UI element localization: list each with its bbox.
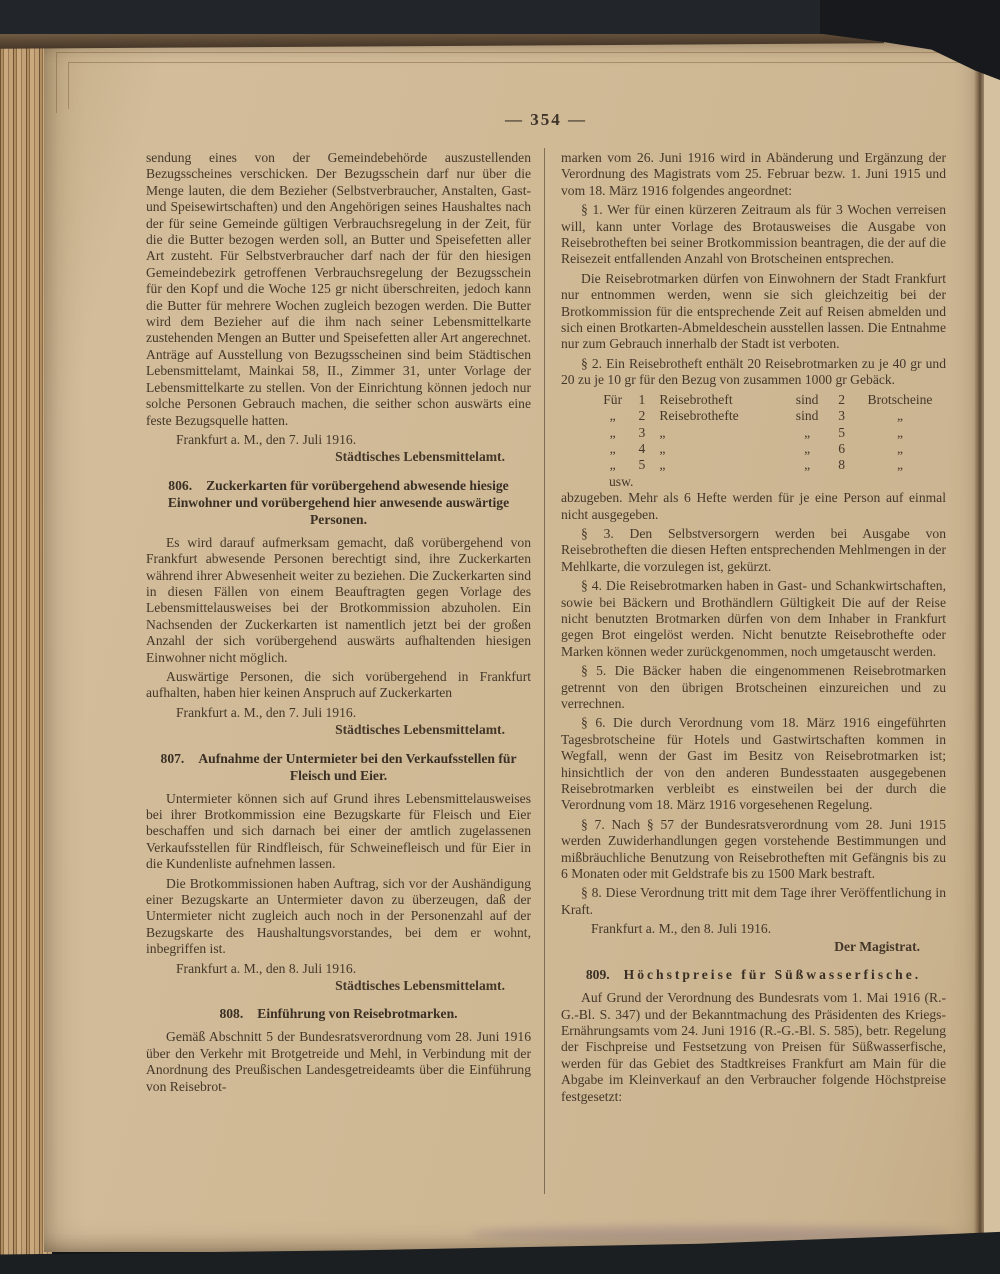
table-cell: „ bbox=[659, 440, 666, 456]
table-cell: sind bbox=[795, 408, 819, 424]
signature: Der Magistrat. bbox=[834, 938, 920, 954]
table-cell: 2 bbox=[638, 408, 646, 424]
table-cell: Reisebrotheft bbox=[659, 391, 733, 407]
section-number: 809. bbox=[585, 967, 610, 983]
signature: Städtisches Lebensmittelamt. bbox=[335, 978, 505, 994]
table-cell: 1 bbox=[638, 391, 646, 407]
table-footer: usw. bbox=[609, 473, 634, 489]
table-cell: Reisebrothefte bbox=[659, 408, 739, 424]
section-title: Einführung von Reisebrotmarken. bbox=[257, 1006, 458, 1022]
paragraph: abzugeben. Mehr als 6 Hefte werden für je eine Person auf einmal nicht ausgegeben. bbox=[561, 490, 946, 522]
paragraph-section-7: § 7. Nach § 57 der Bundesratsverordnung vom 28. Juni 1915 werden Zuwiderhandlungen gegen vorstehende Bestimmungen und mißbräuchliche Benutzung von Reisebrotheften mit Gefängnis bis zu 6 Monaten oder mit Geldstrafe bis zu 1500 Mark bestraft. bbox=[561, 816, 946, 882]
paragraph-section-4: § 4. Die Reisebrotmarken haben in Gast- und Schankwirtschaften, sowie bei Bäckern und Brothändlern Gültigkeit Die auf der Reise nicht benutzten Brotmarken dürfen von dem Inhaber in Frankfurt gegen Brot eingelöst werden. Nicht benutzte Reisebrothefte oder Marken können weder zurückgenommen, noch umgetauscht werden. bbox=[561, 578, 946, 659]
table-cell: „ bbox=[896, 408, 904, 424]
paragraph: Untermieter können sich auf Grund ihres Lebensmittelausweises bei ihrer Brotkommission eine Bezugskarte für Fleisch und Eier beschaffen und sich darnach bei einer der amtlich zugelassenen Verkaufsstellen für Rindfleisch, für Schweinefleisch und für Eier in die Kundenliste aufnehmen lassen. bbox=[146, 790, 531, 872]
column-divider-rule bbox=[544, 148, 545, 1194]
table-cell: 8 bbox=[838, 457, 846, 473]
table-cell: Für bbox=[603, 391, 623, 407]
section-heading-806 bbox=[146, 477, 531, 528]
page-content bbox=[146, 110, 946, 1108]
underlying-page-edge bbox=[68, 62, 973, 109]
signature: Städtisches Lebensmittelamt. bbox=[335, 722, 505, 738]
table-cell: sind bbox=[795, 391, 819, 407]
table-cell: „ bbox=[896, 440, 904, 456]
table-cell: Brotscheine bbox=[867, 391, 933, 407]
table-row bbox=[595, 457, 946, 473]
table-cell: 5 bbox=[838, 424, 846, 440]
dateline: Frankfurt a. M., den 8. Juli 1916. bbox=[176, 960, 357, 976]
table-cell: „ bbox=[609, 457, 616, 473]
table-cell: „ bbox=[659, 424, 666, 440]
paragraph: Die Reisebrotmarken dürfen von Einwohnern der Stadt Frankfurt nur entnommen werden, wenn sie sich gleichzeitig bei der Brotkommission für die entsprechende Zeit auf Reisen abmelden und sich einen Brotkarten-Abmeldeschein ausstellen lassen. Die Entnahme nur zum Gebrauch innerhalb der Stadt ist verboten. bbox=[561, 270, 946, 352]
paragraph: Die Brotkommissionen haben Auftrag, sich vor der Aushändigung einer Bezugskarte an Untermieter davon zu überzeugen, daß der Untermieter nicht zugleich auch noch in der Personenzahl auf der Bezugskarte des Haushaltungsvorstandes, bei dem er wohnt, inbegriffen ist. bbox=[146, 875, 531, 957]
table-cell: 3 bbox=[638, 424, 646, 440]
paragraph-continuation: sendung eines von der Gemeindebehörde auszustellenden Bezugsscheines verschicken. Der Bezugsschein darf nur über die Menge lauten, die dem Bezieher (Selbstverbraucher, Anstalten, Gast- und Speisewirtschaften) und den Angehörigen seines Haushaltes nach der für seine Gemeinde gültigen Verbrauchsregelung in der Zeit, für die die Butter bezogen werden soll, an Butter und Speisefetten aller Art zusteht. Für Selbstverbraucher darf nach der für den hiesigen Gemeindebezirk getroffenen Verbrauchsregelung der Bezugsschein für den Kopf und die Woche 125 gr nicht überschreiten, jedoch kann die Butter für mehrere Wochen zugleich bezogen werden. Die Butter wird dem Bezieher auf die ihm nach seiner Lebensmittelkarte zustehenden Mengen an Butter und Speisefetten aller Art angerechnet. Anträge auf Ausstellung von Bezugsscheinen sind beim Städtischen Lebensmittelamt, Mainkai 58, II., Zimmer 31, unter Vorlage der Lebensmittelkarte zu stellen. Von der Einrichtung können jedoch nur solche Personen Gebrauch machen, die seither schon auswärts eine feste Bezugsquelle hatten. bbox=[146, 150, 531, 428]
table-row bbox=[595, 392, 946, 408]
table-cell: 3 bbox=[838, 408, 846, 424]
right-column bbox=[561, 150, 946, 1108]
section-heading-807 bbox=[146, 750, 531, 784]
table-cell: 4 bbox=[638, 440, 646, 456]
table-cell: „ bbox=[804, 457, 811, 473]
brotscheine-exchange-table bbox=[595, 392, 946, 490]
paragraph-section-1: § 1. Wer für einen kürzeren Zeitraum als für 3 Wochen verreisen will, kann unter Vorlage des Brotausweises die Ausgabe von Reisebrotheften bei seiner Brotkommission beantragen, die der auf die Reisezeit entfallenden Anzahl von Brotscheinen entsprechen. bbox=[561, 202, 946, 267]
section-number: 806. bbox=[168, 477, 193, 493]
table-cell: „ bbox=[609, 440, 616, 456]
section-number: 808. bbox=[219, 1006, 244, 1022]
paragraph-section-5: § 5. Die Bäcker haben die eingenommenen Reisebrotmarken getrennt von den übrigen Brotscheinen einzureichen und zu verrechnen. bbox=[561, 663, 946, 711]
table-cell: „ bbox=[609, 408, 616, 424]
paragraph: Auswärtige Personen, die sich vorübergehend in Frankfurt aufhalten, haben hier keinen Anspruch auf Zuckerkarten bbox=[146, 668, 531, 701]
paragraph-section-3: § 3. Den Selbstversorgern werden bei Ausgabe von Reisebrotheften die diesen Heften entsprechenden Mehlmengen in der Mehlkarte, die vorzulegen ist, gekürzt. bbox=[561, 525, 946, 574]
signature: Städtisches Lebensmittelamt. bbox=[335, 449, 505, 465]
dateline: Frankfurt a. M., den 7. Juli 1916. bbox=[176, 704, 357, 720]
table-cell: „ bbox=[609, 424, 616, 440]
paragraph: Es wird darauf aufmerksam gemacht, daß vorübergehend von Frankfurt abwesende Personen berechtigt sind, ihre Zuckerkarten während ihrer Abwesenheit weiter zu beziehen. Die Zuckerkarten sind in diesen Fällen von einem Beauftragten gegen Vorlage des Lebensmittelausweises bei der Brotkommission abzuholen. Ein Nachsenden der Zuckerkarten ist namentlich jetzt bei der großen Anzahl der sich vorübergehend auswärts aufhaltenden hiesigen Einwohner nicht möglich. bbox=[146, 534, 531, 665]
page-number: — 354 — bbox=[505, 110, 587, 129]
section-heading-808 bbox=[146, 1005, 531, 1022]
adjacent-page-edge bbox=[984, 40, 1000, 1252]
table-cell: 5 bbox=[638, 457, 646, 473]
table-cell: 2 bbox=[838, 391, 846, 407]
table-row bbox=[595, 425, 946, 441]
table-cell: „ bbox=[659, 457, 666, 473]
paragraph-continuation: marken vom 26. Juni 1916 wird in Abänderung und Ergänzung der Verordnung des Magistrats vom 25. Februar bezw. 1. Juni 1915 und vom 18. März 1916 folgendes angeordnet: bbox=[561, 150, 946, 198]
table-cell: 6 bbox=[838, 440, 846, 456]
table-row bbox=[595, 441, 946, 457]
paragraph-section-6: § 6. Die durch Verordnung vom 18. März 1916 eingeführten Tagesbrotscheine für Hotels und Gastwirtschaften kommen in Wegfall, wenn der Gast im Besitz von Reisebrotmarken ist; hinsichtlich der von den anderen Bundesstaaten ausgegebenen Reisebrotmarken verbleibt es einstweilen bei der durch die Verordnung vom 18. März 1916 vorgesehenen Regelung. bbox=[561, 715, 946, 813]
section-heading-809 bbox=[561, 966, 946, 983]
dateline: Frankfurt a. M., den 8. Juli 1916. bbox=[591, 921, 772, 937]
table-cell: „ bbox=[804, 440, 811, 456]
table-cell: „ bbox=[896, 457, 904, 473]
table-row bbox=[595, 408, 946, 424]
table-cell: „ bbox=[896, 424, 904, 440]
section-title: Zuckerkarten für vorübergehend abwesende hiesige Einwohner und vorübergehend hier anwesende auswärtige Personen. bbox=[167, 477, 510, 527]
paragraph: Gemäß Abschnitt 5 der Bundesratsverordnung vom 28. Juni 1916 über den Verkehr mit Brotgetreide und Mehl, in Verbindung mit der Anordnung des Preußischen Landesgetreideamts über die Einführung von Reisebrot- bbox=[146, 1029, 531, 1094]
section-number: 807. bbox=[160, 750, 185, 766]
section-title: Höchstpreise für Süßwasserfische. bbox=[623, 967, 922, 983]
section-title: Aufnahme der Untermieter bei den Verkaufsstellen für Fleisch und Eier. bbox=[198, 750, 517, 783]
dateline: Frankfurt a. M., den 7. Juli 1916. bbox=[176, 431, 357, 447]
table-cell: „ bbox=[804, 424, 811, 440]
left-column bbox=[146, 150, 531, 1108]
paragraph: Auf Grund der Verordnung des Bundesrats vom 1. Mai 1916 (R.-G.-Bl. S. 347) und der Bekanntmachung des Präsidenten des Kriegs-Ernährungsamts vom 24. Juni 1916 (R.-G.-Bl. S. 585), betr. Regelung der Fischpreise und Festsetzung von Preisen für Süßwasserfische, werden für das Gebiet des Stadtkreises Frankfurt am Main für die Abgabe im Kleinverkauf an den Verbraucher folgende Höchstpreise festgesetzt: bbox=[561, 990, 946, 1104]
right-page-crease bbox=[974, 40, 984, 1252]
paragraph-section-2: § 2. Ein Reisebrotheft enthält 20 Reisebrotmarken zu je 40 gr und 20 zu je 10 gr für den Bezug von zusammen 1000 gr Gebäck. bbox=[561, 355, 946, 388]
paragraph-section-8: § 8. Diese Verordnung tritt mit dem Tage ihrer Veröffentlichung in Kraft. bbox=[561, 885, 946, 917]
